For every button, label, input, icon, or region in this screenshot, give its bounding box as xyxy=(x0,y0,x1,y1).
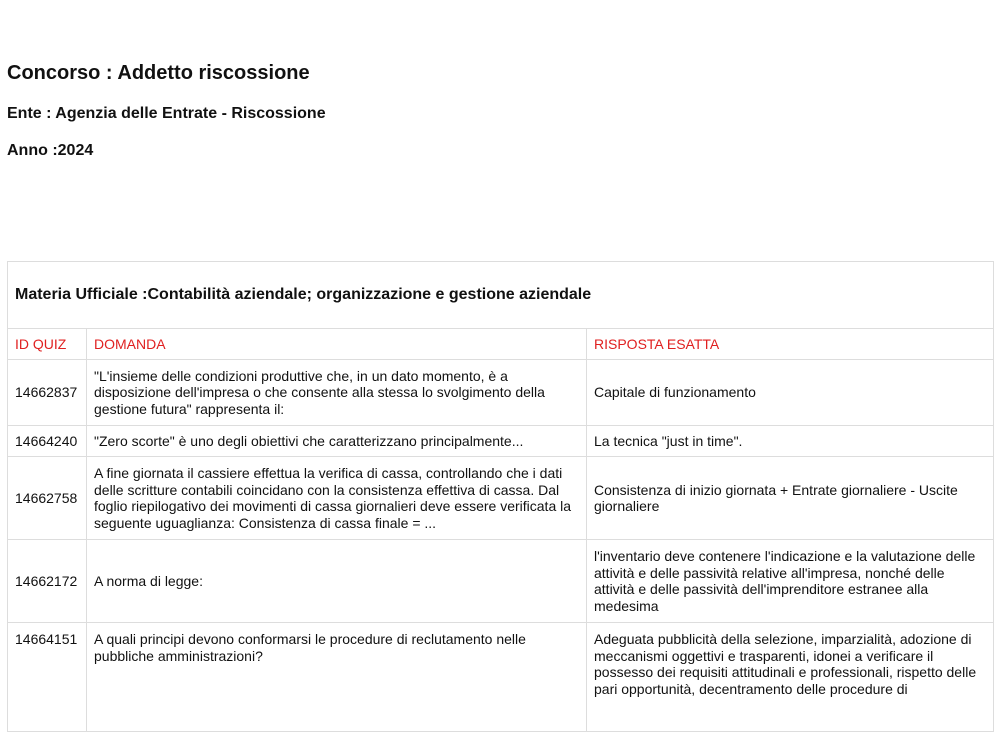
table-row xyxy=(8,540,994,623)
quiz-risposta: Capitale di funzionamento xyxy=(587,360,994,426)
table-header-row xyxy=(8,329,994,360)
quiz-risposta: La tecnica "just in time". xyxy=(587,426,994,457)
quiz-table xyxy=(7,261,994,732)
quiz-domanda: A quali principi devono conformarsi le procedure di reclutamento nelle pubbliche amministrazioni? xyxy=(87,623,587,732)
quiz-id: 14662172 xyxy=(8,540,87,623)
quiz-domanda: A norma di legge: xyxy=(87,540,587,623)
ente-label: Ente : Agenzia delle Entrate - Riscossione xyxy=(7,105,326,122)
quiz-id: 14662758 xyxy=(8,457,87,540)
page-title: Concorso : Addetto riscossione xyxy=(7,62,310,84)
column-header-risposta: RISPOSTA ESATTA xyxy=(587,329,994,360)
table-row xyxy=(8,360,994,426)
quiz-id: 14662837 xyxy=(8,360,87,426)
materia-title: Materia Ufficiale :Contabilità aziendale; organizzazione e gestione aziendale xyxy=(8,262,994,329)
quiz-risposta: Adeguata pubblicità della selezione, imparzialità, adozione di meccanismi oggettivi e trasparenti, idonei a verificare il possesso dei requisiti attitudinali e professionali, rispetto delle pari opportunità, decentramento delle procedure di xyxy=(587,623,994,732)
table-row xyxy=(8,623,994,732)
quiz-id: 14664151 xyxy=(8,623,87,732)
materia-row xyxy=(8,262,994,329)
column-header-id: ID QUIZ xyxy=(8,329,87,360)
column-header-domanda: DOMANDA xyxy=(87,329,587,360)
quiz-risposta: Consistenza di inizio giornata + Entrate giornaliere - Uscite giornaliere xyxy=(587,457,994,540)
quiz-risposta: l'inventario deve contenere l'indicazione e la valutazione delle attività e delle passività relative all'impresa, nonché delle attività e delle passività dell'imprenditore estranee alla medesima xyxy=(587,540,994,623)
quiz-id: 14664240 xyxy=(8,426,87,457)
quiz-domanda: A fine giornata il cassiere effettua la verifica di cassa, controllando che i dati delle scritture contabili coincidano con la consistenza effettiva di cassa. Dal foglio riepilogativo dei movimenti di cassa giornalieri deve essere verificata la seguente uguaglianza: Consistenza di cassa finale = ... xyxy=(87,457,587,540)
table-row xyxy=(8,426,994,457)
table-row xyxy=(8,457,994,540)
quiz-domanda: "Zero scorte" è uno degli obiettivi che caratterizzano principalmente... xyxy=(87,426,587,457)
anno-label: Anno :2024 xyxy=(7,142,94,159)
quiz-domanda: "L'insieme delle condizioni produttive che, in un dato momento, è a disposizione dell'impresa o che consente alla stessa lo svolgimento della gestione futura" rappresenta il: xyxy=(87,360,587,426)
